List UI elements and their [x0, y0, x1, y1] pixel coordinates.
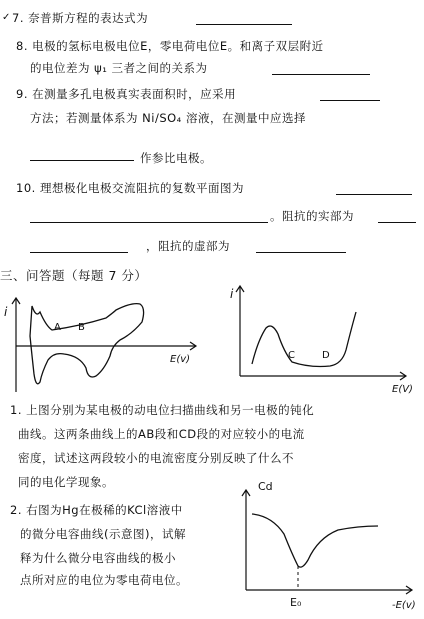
- q8-line1: 8. 电极的氢标电极电位E，零电荷电位E。和离子双层附近: [16, 39, 324, 53]
- figure-right-x-label: E(V): [392, 384, 413, 395]
- q10-blank-3[interactable]: [378, 222, 416, 223]
- q8-line2: 的电位差为 ψ₁ 三者之间的关系为: [30, 61, 208, 75]
- figure-right-label-d: D: [322, 350, 330, 361]
- figure-right-curve: [252, 312, 356, 367]
- q7-text: 7. 奈普斯方程的表达式为: [12, 11, 149, 25]
- figure-left-axes: [12, 298, 196, 392]
- figure-capacitance-curve: [252, 514, 378, 567]
- figure-capacitance-x-label: -E(v): [392, 600, 416, 611]
- question1-line3: 密度，试述这两段较小的电流密度分别反映了什么不: [18, 451, 294, 465]
- q10-blank-1[interactable]: [336, 194, 412, 195]
- q9-blank-1[interactable]: [320, 100, 380, 101]
- question1-line4: 同的电化学现象。: [18, 475, 114, 489]
- section-title: 三、问答题（每题 7 分）: [0, 268, 148, 283]
- figure-left-label-a: A: [54, 322, 61, 333]
- figure-capacitance-y-label: Cd: [258, 480, 273, 493]
- figure-left-y-label: i: [4, 305, 8, 319]
- question2-line4: 点所对应的电位为零电荷电位。: [20, 573, 188, 587]
- question1-line2: 曲线。这两条曲线上的AB段和CD段的对应较小的电流: [18, 427, 305, 441]
- question1-line1: 1. 上图分别为某电极的动电位扫描曲线和另一电极的钝化: [10, 403, 315, 417]
- figure-right-label-c: C: [288, 350, 295, 361]
- q8-blank[interactable]: [272, 74, 370, 75]
- q10-line3: ，阻抗的虚部为: [146, 239, 230, 253]
- q10-blank-2[interactable]: [30, 222, 268, 223]
- figure-capacitance-axes: [242, 490, 412, 594]
- q9-line3: 作参比电极。: [140, 151, 212, 165]
- question2-line3: 释为什么微分电容曲线的极小: [20, 551, 176, 565]
- figure-right-axes: [236, 286, 406, 380]
- q10-blank-4[interactable]: [30, 252, 128, 253]
- question2-line1: 2. 右图为Hg在极稀的KCl溶液中: [10, 503, 183, 517]
- q9-line1: 9. 在测量多孔电极真实表面积时，应采用: [16, 87, 237, 101]
- q10-line1: 10. 理想极化电极交流阻抗的复数平面图为: [16, 181, 244, 195]
- figure-left-curve: [30, 304, 144, 384]
- question2-line2: 的微分电容曲线(示意图)，试解: [20, 527, 186, 541]
- figure-left-label-b: B: [78, 322, 85, 333]
- q10-line2: 。阻抗的实部为: [270, 209, 354, 223]
- figure-capacitance-marker: E₀: [290, 596, 302, 609]
- q9-line2: 方法；若测量体系为 Ni/SO₄ 溶液，在测量中应选择: [30, 111, 306, 125]
- figure-left-x-label: E(v): [170, 354, 191, 365]
- q9-blank-2[interactable]: [30, 160, 134, 161]
- figure-right-y-label: i: [230, 287, 234, 301]
- margin-mark: ✓: [2, 12, 11, 23]
- q7-blank[interactable]: [196, 24, 292, 25]
- q10-blank-5[interactable]: [256, 252, 346, 253]
